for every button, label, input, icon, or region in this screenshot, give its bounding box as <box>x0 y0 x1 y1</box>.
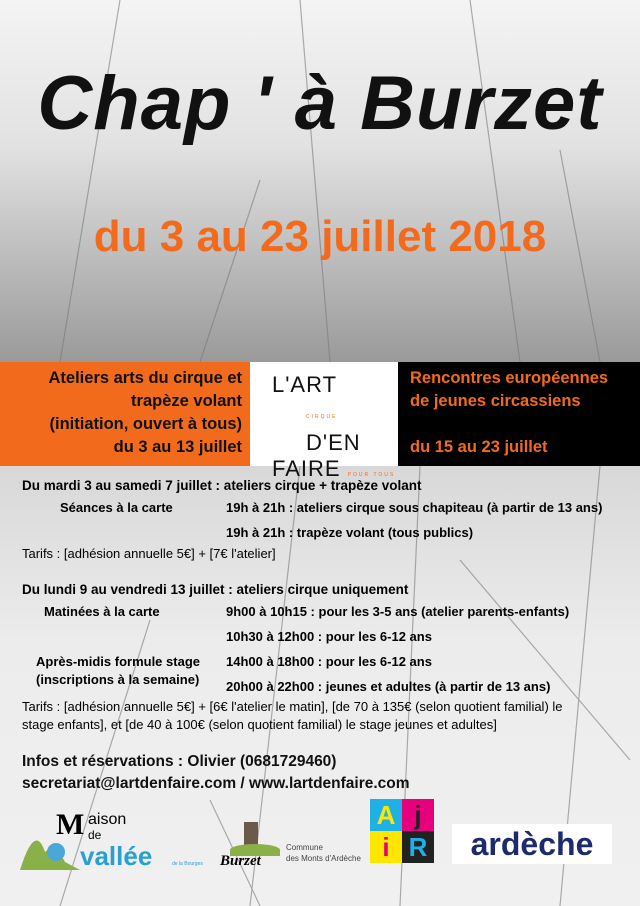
week2-item: 10h30 à 12h00 : pour les 6-12 ans <box>226 629 432 644</box>
logo-text: de <box>88 828 102 842</box>
band-meetings <box>398 362 640 466</box>
ardeche-logo <box>452 824 612 864</box>
week1-item: 19h à 21h : ateliers cirque sous chapiteau (à partir de 13 ans) <box>226 500 603 515</box>
logo-text: FAIRE <box>272 456 341 481</box>
band-left-line: (initiation, ouvert à tous) <box>49 415 242 433</box>
logo-text: M <box>56 808 85 841</box>
logo-text: j <box>402 799 434 831</box>
contact-web: secretariat@lartdenfaire.com / www.lartdenfaire.com <box>22 775 410 792</box>
week2-item: 14h00 à 18h00 : pour les 6-12 ans <box>226 654 432 669</box>
week1-tarifs: Tarifs : [adhésion annuelle 5€] + [7€ l'atelier] <box>22 546 276 561</box>
logo-text: des Monts d'Ardèche <box>286 854 361 863</box>
week2-tarifs: stage enfants], et [de 40 à 100€ (selon quotient familial) le stage jeunes et adultes] <box>22 717 497 732</box>
burzet-logo <box>220 822 360 872</box>
logo-text: de la Bourges <box>172 861 203 867</box>
logo-text: D'EN <box>306 430 361 455</box>
band-left-line: du 3 au 13 juillet <box>113 438 242 456</box>
contact-info <box>22 751 410 795</box>
week1-label: Séances à la carte <box>60 500 173 515</box>
week2-tarifs: Tarifs : [adhésion annuelle 5€] + [6€ l'atelier le matin], [de 70 à 135€ (selon quotient familial) le <box>22 699 563 714</box>
week2-heading: Du lundi 9 au vendredi 13 juillet : ateliers cirque uniquement <box>22 582 409 597</box>
band-right-line: Rencontres européennes <box>410 369 609 387</box>
event-dates: du 3 au 23 juillet 2018 <box>93 212 547 261</box>
logo-text: POUR TOUS <box>347 472 396 478</box>
logo-text: vallée <box>80 841 153 871</box>
logo-text: Burzet <box>220 853 261 869</box>
lart-denfaire-logo <box>250 362 398 481</box>
logo-text: ardèche <box>470 826 594 862</box>
logo-text: R <box>402 831 434 863</box>
logo-text: Commune <box>286 843 323 852</box>
maison-vallee-logo <box>20 810 220 872</box>
contact-phone: Infos et réservations : Olivier (0681729460) <box>22 753 337 770</box>
week1-heading: Du mardi 3 au samedi 7 juillet : ateliers cirque + trapèze volant <box>22 478 422 493</box>
band-left-line: Ateliers arts du cirque et <box>48 369 242 387</box>
logo-text: A <box>370 799 402 831</box>
week2-item: 20h00 à 22h00 : jeunes et adultes (à partir de 13 ans) <box>226 679 551 694</box>
band-workshops <box>0 362 250 466</box>
week2-label: Après-midis formule stage <box>36 654 200 669</box>
logo-text: aison <box>88 811 127 828</box>
week2-label: Matinées à la carte <box>44 604 160 619</box>
logo-text: i <box>370 831 402 863</box>
ajir-logo <box>370 799 434 863</box>
week2-label: (inscriptions à la semaine) <box>36 672 200 687</box>
logo-text: CIRQUE <box>306 414 338 420</box>
logo-text: L'ART <box>272 372 338 397</box>
band-right-line: du 15 au 23 juillet <box>410 438 548 456</box>
band-left-line: trapèze volant <box>131 392 242 410</box>
week1-item: 19h à 21h : trapèze volant (tous publics) <box>226 525 474 540</box>
poster-title: Chap ' à Burzet <box>37 61 603 146</box>
week2-item: 9h00 à 10h15 : pour les 3-5 ans (atelier parents-enfants) <box>226 604 570 619</box>
band-right-line: de jeunes circassiens <box>410 392 581 410</box>
